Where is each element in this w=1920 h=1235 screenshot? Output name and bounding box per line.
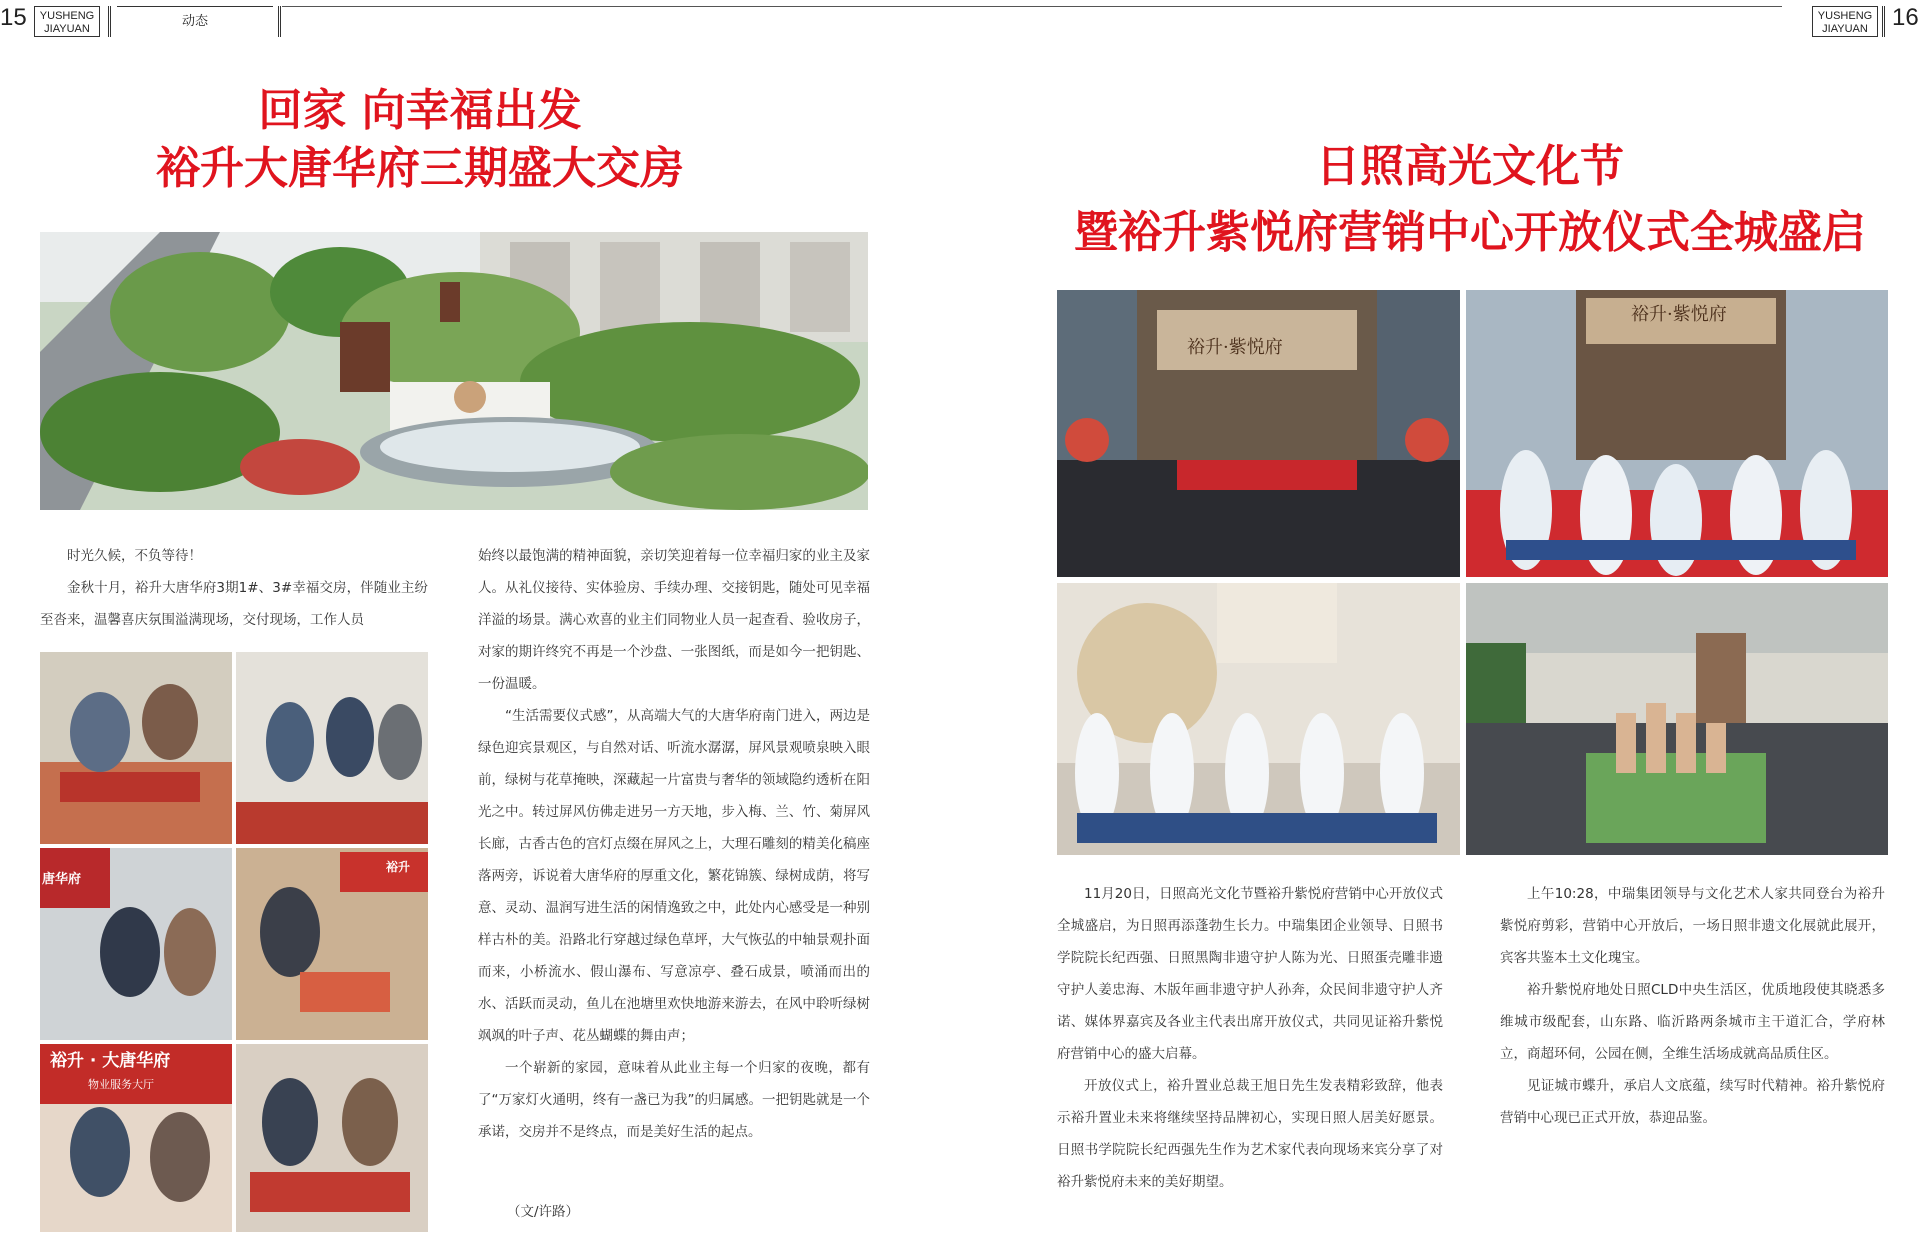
right-article-title [1040, 134, 1900, 266]
header-divider [278, 6, 281, 37]
right-column-1 [1057, 878, 1443, 1198]
page-number-right: 16 [1892, 4, 1919, 31]
paragraph: 一个崭新的家园，意味着从此业主每一个归家的夜晚，都有了“万家灯火通明，终有一盏已为我”的归属感。一把钥匙就是一个承诺，交房并不是终点，而是美好生活的起点。 [478, 1060, 870, 1140]
page-number-left: 15 [0, 4, 27, 31]
paragraph: 上午10:28，中瑞集团领导与文化艺术人家共同登台为裕升紫悦府剪彩，营销中心开放后，一场日照非遗文化展就此展开，宾客共鉴本土文化瑰宝。 [1500, 886, 1885, 966]
stage-models-photo [1466, 290, 1888, 577]
collage-sign-4: 裕升 [386, 860, 411, 874]
article-credit: （文/许路） [507, 1204, 580, 1220]
header-divider [1882, 6, 1885, 37]
ceremony-crowd-photo [1057, 290, 1460, 577]
building-sign: 裕升·紫悦府 [1631, 304, 1727, 325]
paragraph: 始终以最饱满的精神面貌，亲切笑迎着每一位幸福归家的业主及家人。从礼仪接待、实体验房、手续办理、交接钥匙，随处可见幸福洋溢的场景。满心欢喜的业主们同物业人员一起查看、验收房子，对家的期许终究不再是一个沙盘、一张图纸，而是如今一把钥匙、一份温暖。 [478, 548, 870, 692]
right-title-line2: 暨裕升紫悦府营销中心开放仪式全城盛启 [1074, 207, 1866, 258]
garden-fountain-photo [40, 232, 868, 510]
delivery-collage [40, 652, 428, 1232]
header-divider [108, 6, 111, 37]
brand-line1: YUSHENG [39, 10, 95, 22]
right-column-2 [1500, 878, 1885, 1134]
indoor-models-photo [1057, 583, 1460, 855]
left-column-1 [40, 540, 428, 636]
paragraph: 见证城市蝶升，承启人文底蕴，续写时代精神。裕升紫悦府营销中心现已正式开放，恭迎品鉴。 [1500, 1078, 1885, 1126]
left-title-line1: 回家 向幸福出发 [258, 85, 582, 136]
section-label: 动态 [117, 6, 273, 38]
right-title-line1: 日照高光文化节 [1316, 141, 1624, 192]
paragraph: 裕升紫悦府地处日照CLD中央生活区，优质地段使其晓悉多维城市级配套，山东路、临沂路两条城市主干道汇合，学府林立，商超环伺，公园在侧，全维生活场成就高品质住区。 [1500, 982, 1885, 1062]
brand-line2: JIAYUAN [44, 23, 90, 35]
paragraph: 开放仪式上，裕升置业总裁王旭日先生发表精彩致辞，他表示裕升置业未来将继续坚持品牌初心，实现日照人居美好愿景。日照书学院院长纪西强先生作为艺术家代表向现场来宾分享了对裕升紫悦府未来的美好期望。 [1057, 1078, 1443, 1190]
left-title-line2: 裕升大唐华府三期盛大交房 [156, 143, 684, 194]
brand-logo-right [1812, 6, 1878, 37]
brand-line1: YUSHENG [1817, 10, 1873, 22]
paragraph: 11月20日，日照高光文化节暨裕升紫悦府营销中心开放仪式全城盛启，为日照再添蓬勃生长力。中瑞集团企业领导、日照书学院院长纪西强、日照黑陶非遗守护人陈为光、日照蛋壳雕非遗守护人姜忠海、木版年画非遗守护人孙奔，众民间非遗守护人齐诺、媒体界嘉宾及各业主代表出席开放仪式，共同见证裕升紫悦府营销中心的盛大启幕。 [1057, 886, 1443, 1062]
paragraph: 金秋十月，裕升大唐华府3期1#、3#幸福交房，伴随业主纷至沓来，温馨喜庆氛围溢满现场，交付现场，工作人员 [40, 580, 428, 628]
paragraph: 时光久候，不负等待！ [67, 548, 202, 564]
brand-line2: JIAYUAN [1822, 23, 1868, 35]
brand-logo-left [34, 6, 100, 37]
left-article-title [120, 82, 720, 198]
sales-center-model-photo [1466, 583, 1888, 855]
collage-sign-2: 物业服务大厅 [88, 1078, 154, 1091]
paragraph: “生活需要仪式感”，从高端大气的大唐华府南门进入，两边是绿色迎宾景观区，与自然对话、听流水潺潺，屏风景观喷泉映入眼前，绿树与花草掩映，深藏起一片富贵与奢华的领域隐约透析在阳光之中。转过屏风仿佛走进另一方天地，步入梅、兰、竹、菊屏风长廊，古香古色的宫灯点缀在屏风之上，大理石雕刻的精美化稿座落两旁，诉说着大唐华府的厚重文化，繁花锦簇、绿树成荫，将写意、灵动、温润写进生活的闲情逸致之中，此处内心感受是一种别样古朴的美。沿路北行穿越过绿色草坪，大气恢弘的中轴景观扑面而来，小桥流水、假山瀑布、写意凉亭、叠石成景，喷涌而出的水、活跃而灵动，鱼儿在池塘里欢快地游来游去，在风中聆听绿树飒飒的叶子声、花丛蝴蝶的舞由声； [478, 708, 870, 1044]
collage-sign-1: 裕升 · 大唐华府 [50, 1051, 171, 1071]
collage-sign-3: 唐华府 [42, 872, 82, 887]
header-rule [282, 6, 1782, 7]
left-column-2 [478, 540, 870, 1148]
building-sign: 裕升·紫悦府 [1187, 337, 1283, 358]
